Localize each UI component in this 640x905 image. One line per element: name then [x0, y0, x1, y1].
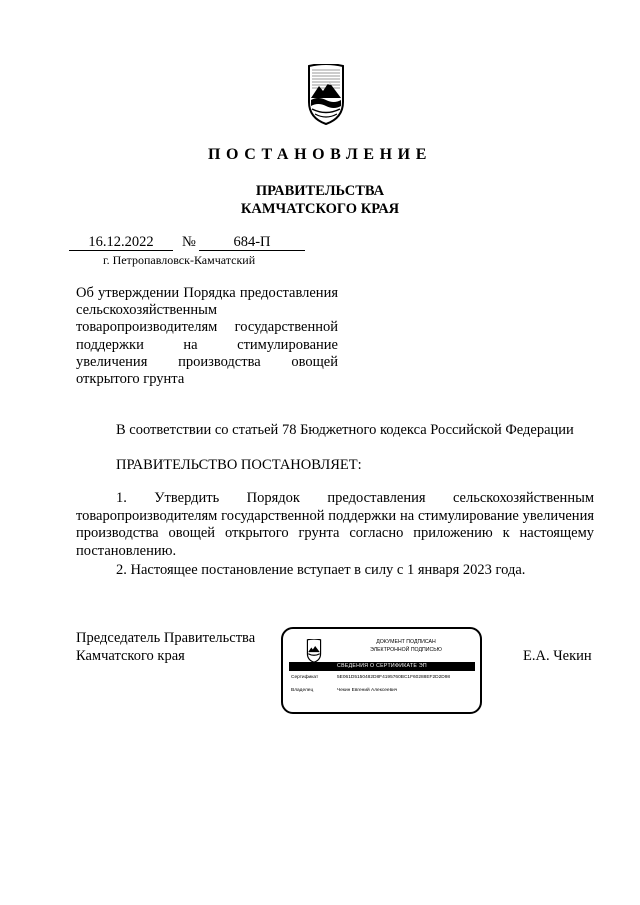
legal-basis-paragraph: В соответствии со статьей 78 Бюджетного кодекса Российской Федерации: [116, 422, 574, 438]
stamp-coat-of-arms-icon: [305, 639, 323, 663]
stamp-owner-label: Владелец: [291, 688, 314, 693]
stamp-owner-value: Чекин Евгений Алексеевич: [337, 688, 398, 693]
issuer-line-1: ПРАВИТЕЛЬСТВА: [255, 183, 385, 199]
number-sign: №: [182, 234, 196, 250]
electronic-signature-stamp: [281, 627, 482, 714]
resolution-item-2: 2. Настоящее постановление вступает в силу с 1 января 2023 года.: [116, 562, 526, 578]
stamp-header-line-1: ДОКУМЕНТ ПОДПИСАН: [376, 639, 436, 645]
resolution-item-1: 1. Утвердить Порядок предоставления сельскохозяйственным товаропроизводителям государственной поддержки на стимулирование увеличения производства овощей открытого грунта согласно приложению к настоящему постановлению.: [76, 490, 594, 559]
signer-position: [76, 630, 255, 665]
issuer-line-2: КАМЧАТСКОГО КРАЯ: [240, 201, 400, 217]
stamp-header-line-2: ЭЛЕКТРОННОЙ ПОДПИСЬЮ: [370, 647, 442, 653]
issue-city: г. Петропавловск-Камчатский: [103, 253, 256, 267]
document-date: 16.12.2022: [69, 234, 173, 251]
stamp-certificate-bar: СВЕДЕНИЯ О СЕРТИФИКАТЕ ЭП: [289, 662, 475, 671]
document-subject: Об утверждении Порядка предоставления сельскохозяйственным товаропроизводителям государственной поддержки на стимулирование увеличения производства овощей открытого грунта: [76, 285, 338, 388]
stamp-certificate-label: Сертификат: [291, 675, 319, 680]
resolves-paragraph: ПРАВИТЕЛЬСТВО ПОСТАНОВЛЯЕТ:: [116, 457, 362, 473]
kamchatka-coat-of-arms-icon: [303, 64, 349, 126]
signer-position-line-2: Камчатского края: [76, 647, 185, 664]
document-number: 684-П: [199, 234, 305, 251]
stamp-certificate-value: 5E061D5150482D8F4195760BC1F60288EF2D2D98: [337, 675, 451, 680]
signer-position-line-1: Председатель Правительства: [76, 630, 256, 646]
document-type-title: ПОСТАНОВЛЕНИЕ: [208, 146, 432, 163]
signer-name: Е.А. Чекин: [523, 648, 592, 664]
